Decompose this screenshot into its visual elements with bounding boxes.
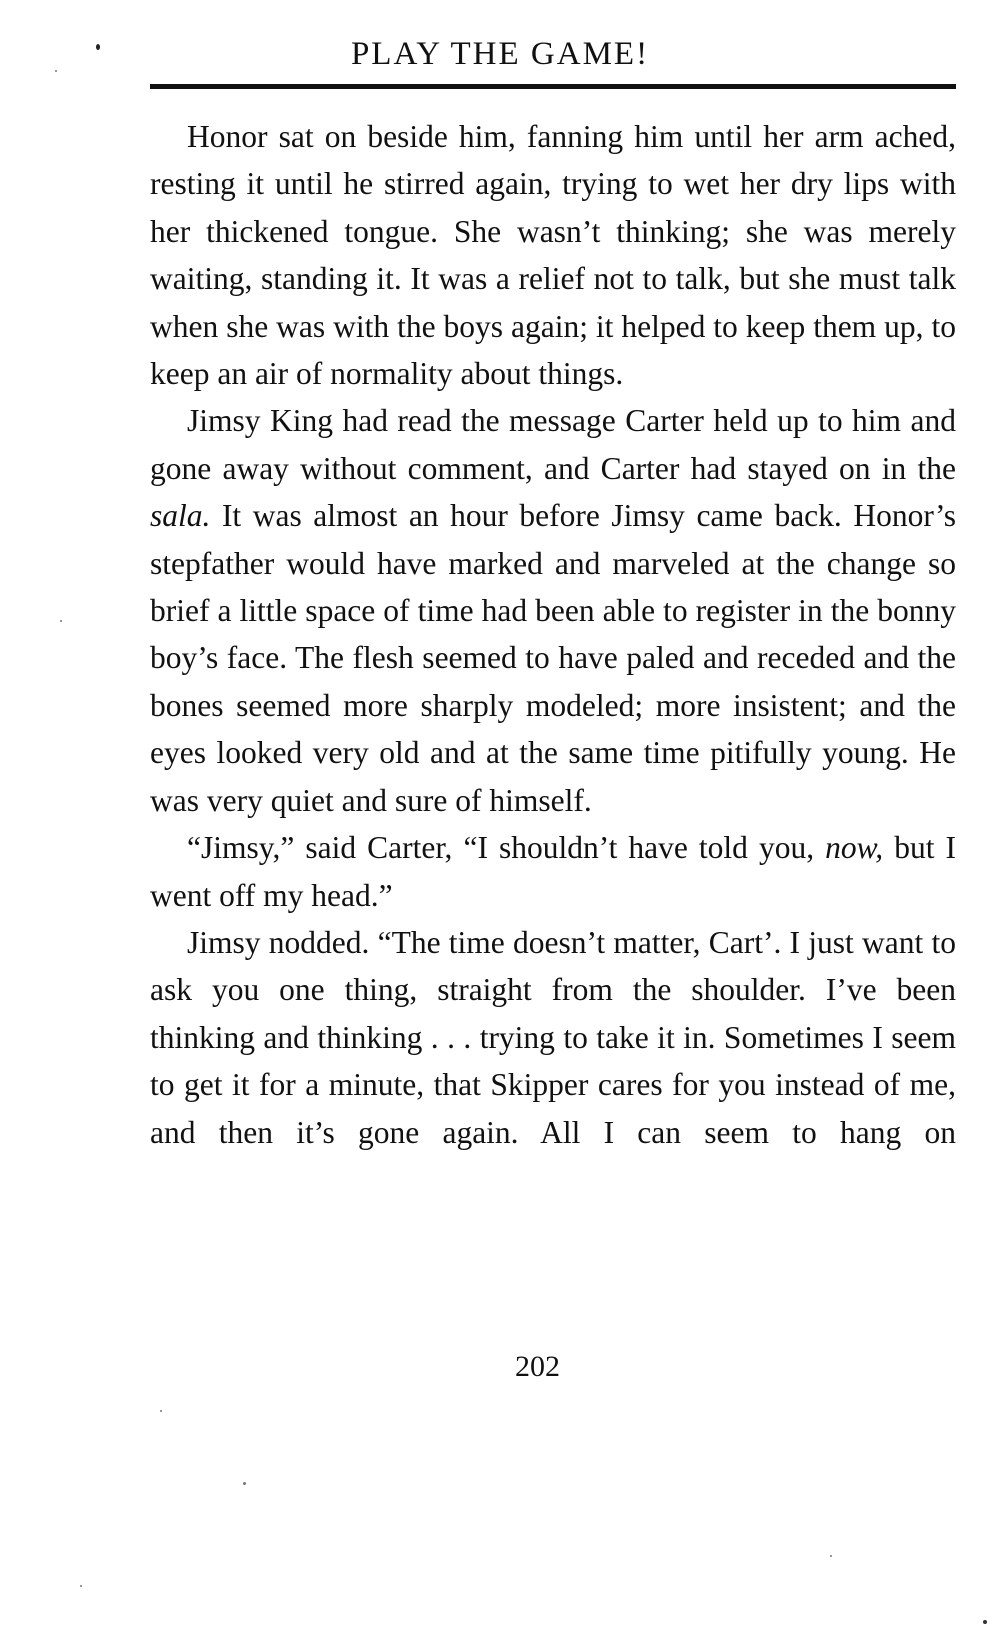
- paragraph-text: Jimsy King had read the message Carter held up to him and gone away without comment, and Carter had stayed on in the: [150, 403, 956, 486]
- paragraph: [150, 113, 956, 397]
- running-head: PLAY THE GAME!: [350, 36, 650, 72]
- print-speck: [983, 1620, 987, 1624]
- italic-word: sala.: [150, 498, 211, 534]
- print-speck: [80, 1585, 82, 1587]
- paragraph: [150, 919, 956, 1156]
- print-speck: [160, 1410, 162, 1412]
- header-rule: [150, 84, 956, 89]
- print-speck: [60, 620, 62, 622]
- paragraph-text: Jimsy nodded. “The time doesn’t matter, Cart’. I just want to ask you one thing, straight from the shoulder. I’ve been thinking and thinking . . . trying to take it in. Sometimes I seem to get it for a minute, that Skipper cares for you instead of me, and then it’s gone again. All I can seem to hang on: [150, 924, 956, 1150]
- print-speck: [96, 44, 100, 50]
- paragraph: [150, 397, 956, 824]
- paragraph-text: “Jimsy,” said Carter, “I shouldn’t have told you,: [187, 830, 826, 866]
- italic-word: now,: [825, 830, 884, 866]
- print-speck: [830, 1555, 832, 1557]
- body-text: [150, 113, 956, 1156]
- print-speck: [243, 1482, 246, 1485]
- paragraph: [150, 824, 956, 919]
- paragraph-text: It was almost an hour before Jimsy came back. Honor’s stepfather would have marked and marveled at the change so brief a little space of time had been able to register in the bonny boy’s face. The flesh seemed to have paled and receded and the bones seemed more sharply modeled; more insistent; and the eyes looked very old and at the same time pitifully young. He was very quiet and sure of himself.: [150, 498, 956, 818]
- paragraph-text: Honor sat on beside him, fanning him until her arm ached, resting it until he stirred again, trying to wet her dry lips with her thickened tongue. She wasn’t thinking; she was merely waiting, standing it. It was a relief not to talk, but she must talk when she was with the boys again; it helped to keep them up, to keep an air of normality about things.: [150, 119, 956, 392]
- page-number: 202: [515, 1350, 560, 1383]
- print-speck: [55, 70, 57, 72]
- paragraph-text: but I went off my head.”: [150, 830, 956, 913]
